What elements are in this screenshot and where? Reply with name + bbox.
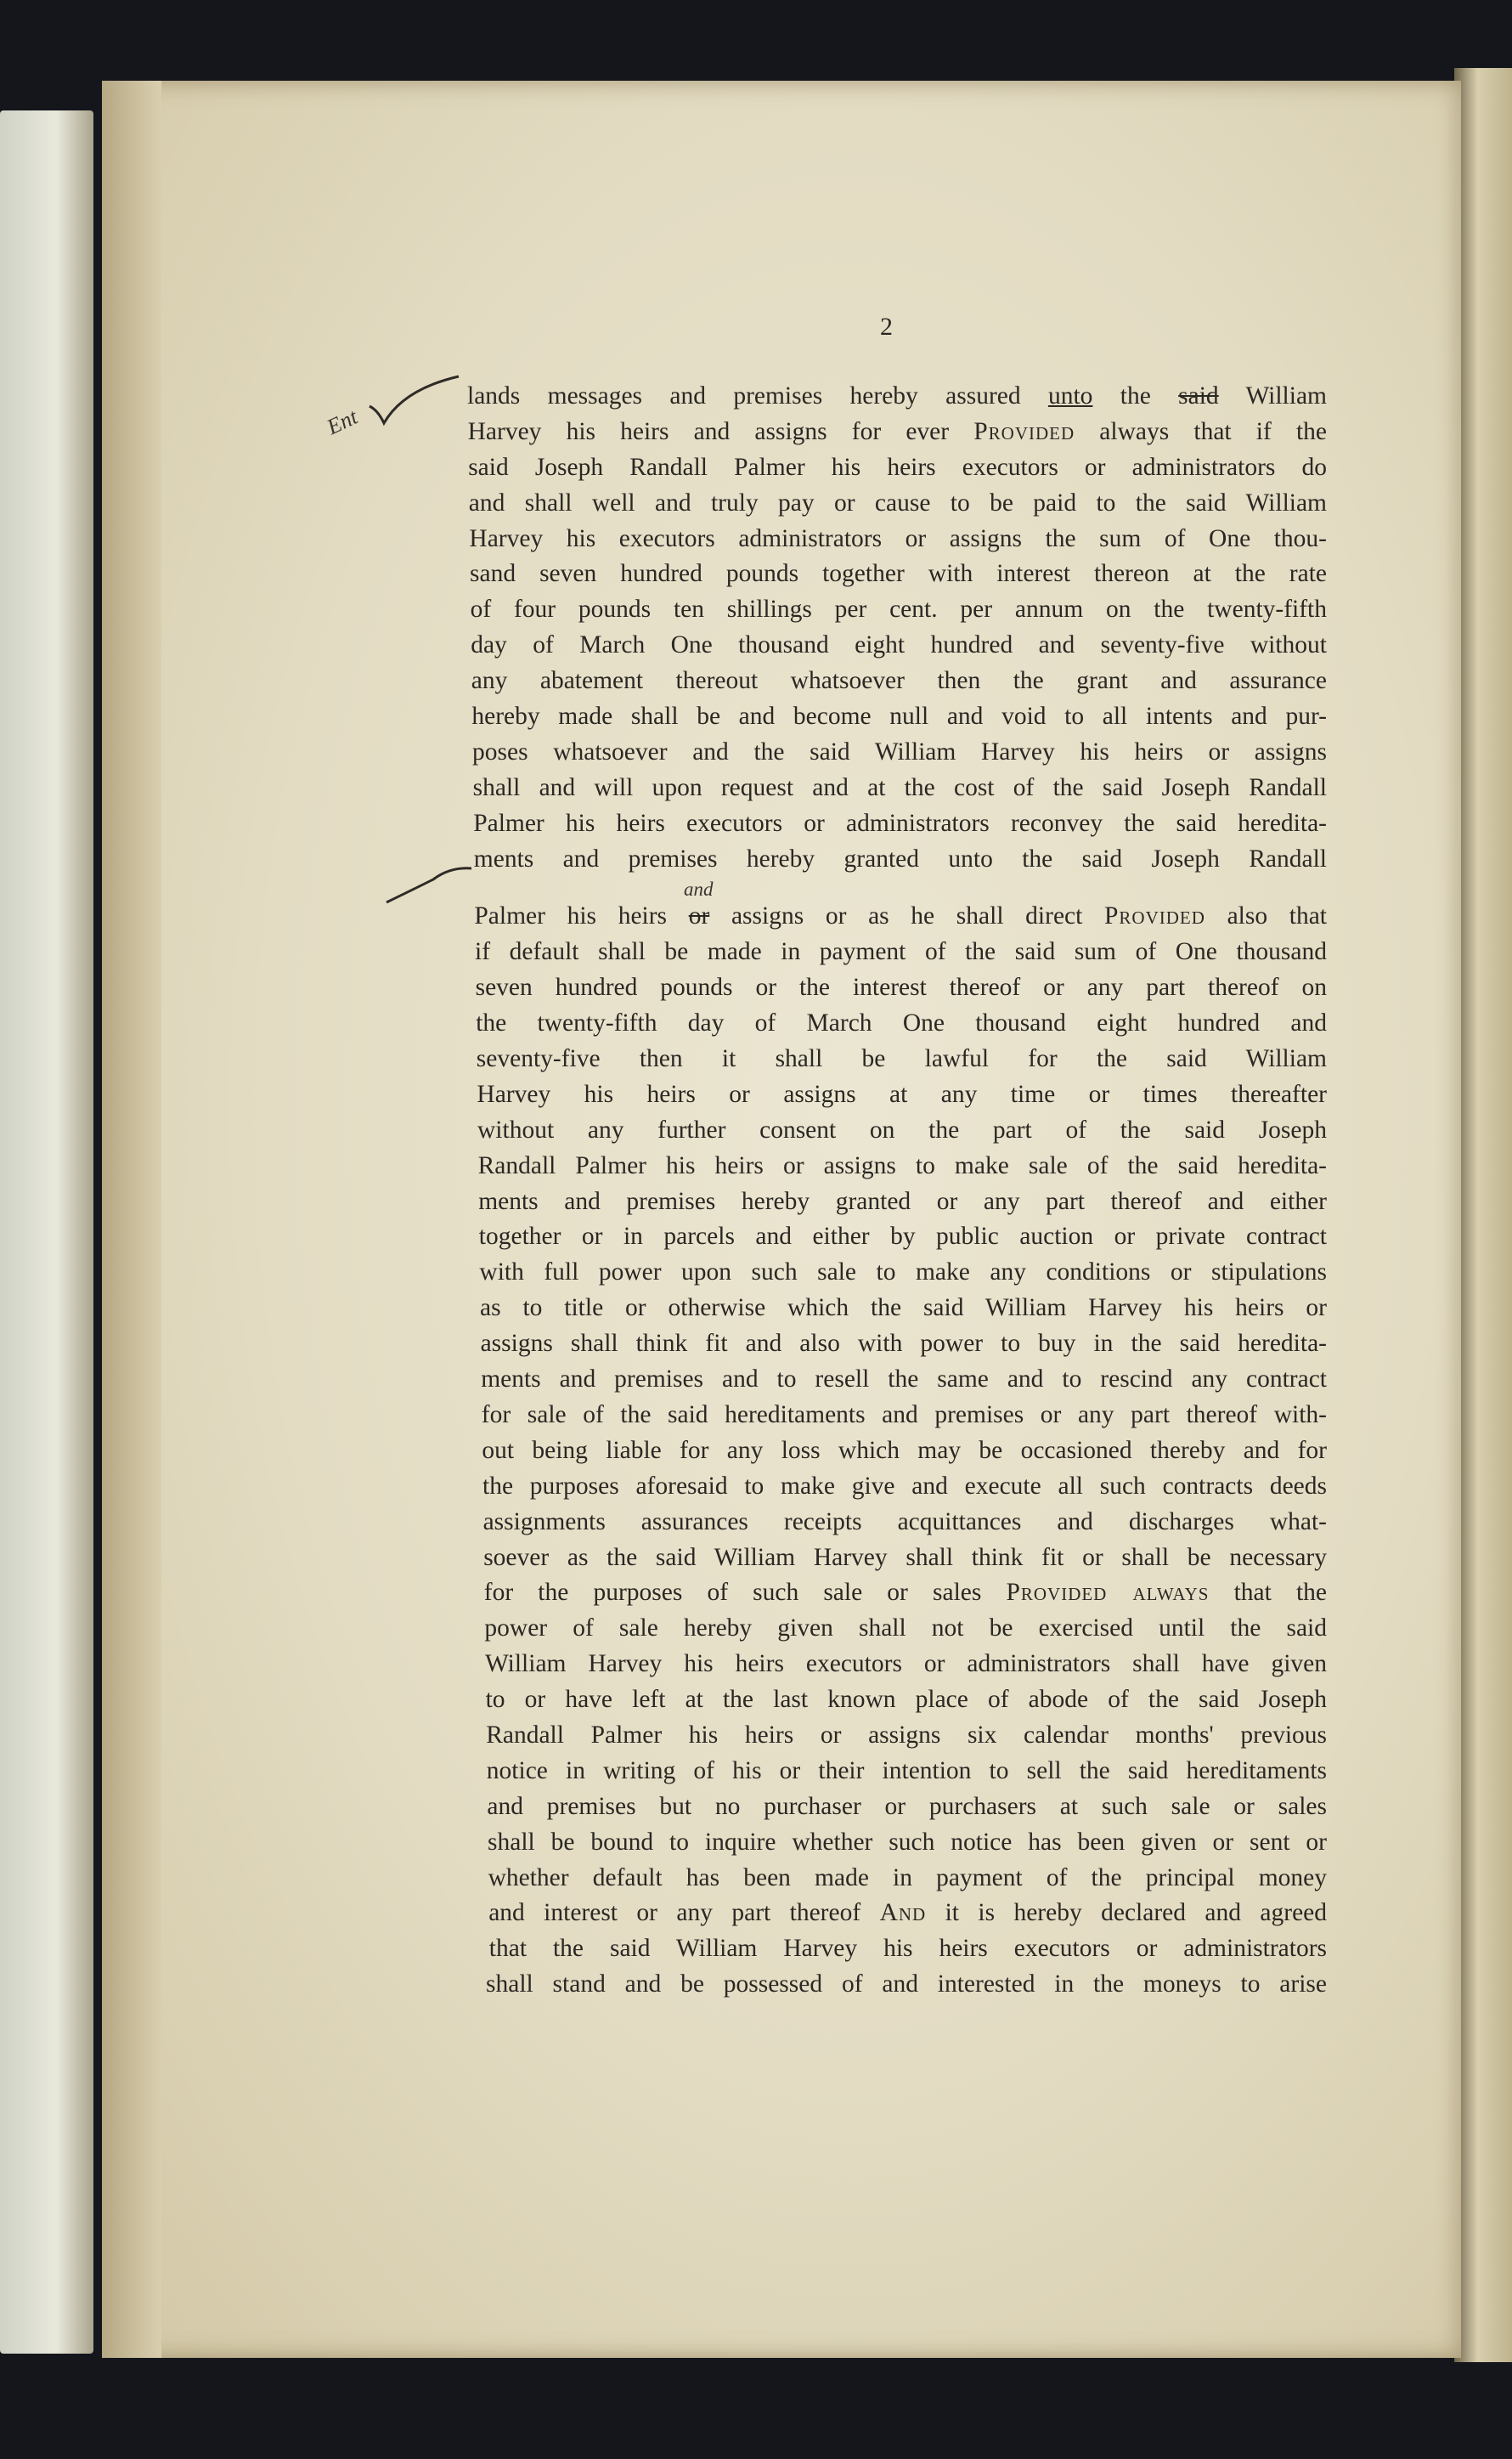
text-line (489, 1931, 1327, 1967)
text-segment: Randall Palmer his heirs or assigns to make sale of the said heredita- (477, 1151, 1327, 1179)
small-caps-keyword: Provided (973, 417, 1075, 445)
text-line (486, 1682, 1327, 1718)
margin-note-handwritten: Ent (323, 404, 362, 440)
next-page-edge (1454, 68, 1512, 2362)
text-segment: soever as the said William Harvey shall think fit or shall be necessary (483, 1543, 1327, 1571)
text-line (478, 1184, 1327, 1220)
text-line (485, 1647, 1327, 1682)
text-segment: and interest or any part thereof (488, 1899, 880, 1927)
text-segment: assigns shall think fit and also with power to buy in the said heredita- (480, 1330, 1327, 1358)
text-line (469, 522, 1327, 557)
text-segment: seventy-five then it shall be lawful for the said William (476, 1045, 1327, 1073)
struck-word: or (688, 902, 710, 930)
text-segment: that the said William Harvey his heirs executors or administrators (488, 1935, 1327, 1963)
text-segment: lands messages and premises hereby assured (467, 382, 1048, 410)
text-line (479, 1255, 1327, 1291)
text-segment: said Joseph Randall Palmer his heirs executors or administrators do (468, 453, 1327, 481)
text-line (482, 1398, 1327, 1433)
text-line (470, 557, 1327, 592)
text-line (486, 1718, 1327, 1754)
text-segment: power of sale hereby given shall not be exercised until the said (484, 1614, 1327, 1642)
text-segment: ments and premises hereby granted unto the said Joseph Randall (473, 845, 1327, 873)
previous-page-edge (0, 110, 93, 2354)
text-segment: with full power upon such sale to make any conditions or stipulations (479, 1258, 1327, 1286)
text-line (484, 1611, 1327, 1647)
text-segment: ments and premises hereby granted or any part thereof and either (478, 1187, 1327, 1215)
text-segment: notice in writing of his or their intention to sell the said hereditaments (486, 1756, 1327, 1784)
text-segment: as to title or otherwise which the said William Harvey his heirs or (480, 1294, 1327, 1322)
underlined-word: unto (1047, 382, 1093, 410)
small-caps-keyword: Provided (1104, 902, 1205, 930)
text-segment: shall stand and be possessed of and interested in the moneys to arise (486, 1970, 1327, 1998)
text-line (476, 970, 1327, 1006)
text-line (484, 1575, 1327, 1611)
text-line (483, 1505, 1327, 1540)
text-segment: Palmer his heirs (474, 902, 689, 930)
text-segment: of four pounds ten shillings per cent. per annum on the twenty-fifth (470, 596, 1327, 624)
text-segment: and premises but no purchaser or purchasers at such sale or sales (487, 1792, 1327, 1820)
text-segment: Harvey his executors administrators or assigns the sum of One thou- (469, 524, 1327, 552)
text-line (471, 592, 1327, 628)
text-segment: William Harvey his heirs executors or administrators shall have given (485, 1650, 1327, 1678)
text-line (479, 1219, 1327, 1255)
text-line (477, 1042, 1327, 1077)
interlined-correction: and (684, 879, 714, 900)
text-line (487, 1754, 1327, 1789)
text-segment: together or in parcels and either by public auction or private contract (478, 1223, 1327, 1251)
text-line (478, 1149, 1327, 1184)
text-segment: shall and will upon request and at the cost of the said Joseph Randall (472, 773, 1327, 801)
text-line (477, 1113, 1327, 1149)
text-line (481, 1326, 1327, 1362)
struck-word: said (1178, 382, 1219, 410)
text-segment: assignments assurances receipts acquittances and discharges what- (482, 1507, 1327, 1535)
text-line (468, 415, 1327, 450)
text-segment: if default shall be made in payment of the said sum of One thousand (475, 938, 1327, 966)
text-line (488, 1861, 1327, 1897)
text-line (488, 1825, 1327, 1861)
text-line (488, 1896, 1327, 1931)
text-segment: poses whatsoever and the said William Harvey his heirs or assigns (472, 738, 1327, 766)
small-caps-keyword: Provided always (1006, 1579, 1210, 1607)
text-line (486, 1967, 1327, 2003)
text-segment: it is hereby declared and agreed (926, 1899, 1328, 1927)
text-line (475, 935, 1327, 970)
text-segment: the twenty-fifth day of March One thousand eight hundred and (476, 1009, 1327, 1037)
text-line (477, 1077, 1327, 1113)
text-segment: assigns or as he shall direct (709, 902, 1104, 930)
text-line (473, 771, 1327, 806)
text-line (474, 899, 1327, 935)
text-line (482, 1469, 1327, 1505)
text-segment: Harvey his heirs and assigns for ever (467, 417, 974, 445)
page-fore-edge (102, 81, 161, 2358)
text-segment: seven hundred pounds or the interest thereof or any part thereof on (475, 974, 1327, 1002)
text-line (476, 1006, 1327, 1042)
text-segment: for sale of the said hereditaments and premises or any part thereof with- (481, 1400, 1327, 1428)
text-segment: the purposes aforesaid to make give and execute all such contracts deeds (482, 1472, 1327, 1500)
text-line (471, 664, 1327, 699)
text-line (480, 1291, 1327, 1326)
text-line (469, 486, 1327, 522)
text-segment: out being liable for any loss which may be occasioned thereby and for (482, 1436, 1327, 1464)
check-mark-icon (365, 372, 467, 432)
text-segment: without any further consent on the part of the said Joseph (477, 1116, 1327, 1144)
text-segment: also that (1205, 902, 1327, 930)
text-line (471, 699, 1327, 735)
text-segment: day of March One thousand eight hundred and seventy-five without (471, 631, 1327, 659)
page-number: 2 (880, 313, 893, 341)
text-line (482, 1433, 1327, 1469)
text-segment: ments and premises and to resell the same and to rescind any contract (481, 1365, 1327, 1393)
text-segment: and shall well and truly pay or cause to be paid to the said William (468, 489, 1327, 517)
text-segment: to or have left at the last known place of abode of the said Joseph (485, 1686, 1327, 1714)
text-line (468, 450, 1327, 486)
text-line (483, 1540, 1327, 1576)
text-line (472, 735, 1327, 771)
text-segment: always that if the (1075, 417, 1327, 445)
text-line (487, 1789, 1327, 1825)
text-line (473, 806, 1327, 842)
check-mark-icon (382, 858, 476, 909)
text-segment: hereby made shall be and become null and void to all intents and pur- (471, 703, 1327, 731)
small-caps-keyword: And (879, 1899, 927, 1927)
text-segment: Palmer his heirs executors or administrators reconvey the said heredita- (473, 809, 1327, 837)
text-line (474, 842, 1327, 878)
text-segment: shall be bound to inquire whether such notice has been given or sent or (488, 1828, 1327, 1856)
text-segment: whether default has been made in payment of the principal money (488, 1863, 1327, 1891)
document-body (467, 379, 1327, 2003)
text-segment: Randall Palmer his heirs or assigns six calendar months' previous (486, 1721, 1327, 1749)
text-line (471, 628, 1327, 664)
text-segment: any abatement thereout whatsoever then the grant and assurance (471, 667, 1327, 695)
text-segment: that the (1209, 1579, 1327, 1607)
text-segment: William (1218, 382, 1327, 410)
text-segment: the (1092, 382, 1179, 410)
text-line (467, 379, 1327, 415)
text-segment: for the purposes of such sale or sales (483, 1579, 1007, 1607)
text-line (481, 1362, 1327, 1398)
text-segment: sand seven hundred pounds together with interest thereon at the rate (470, 560, 1327, 588)
text-segment: Harvey his heirs or assigns at any time or times thereafter (477, 1080, 1327, 1108)
